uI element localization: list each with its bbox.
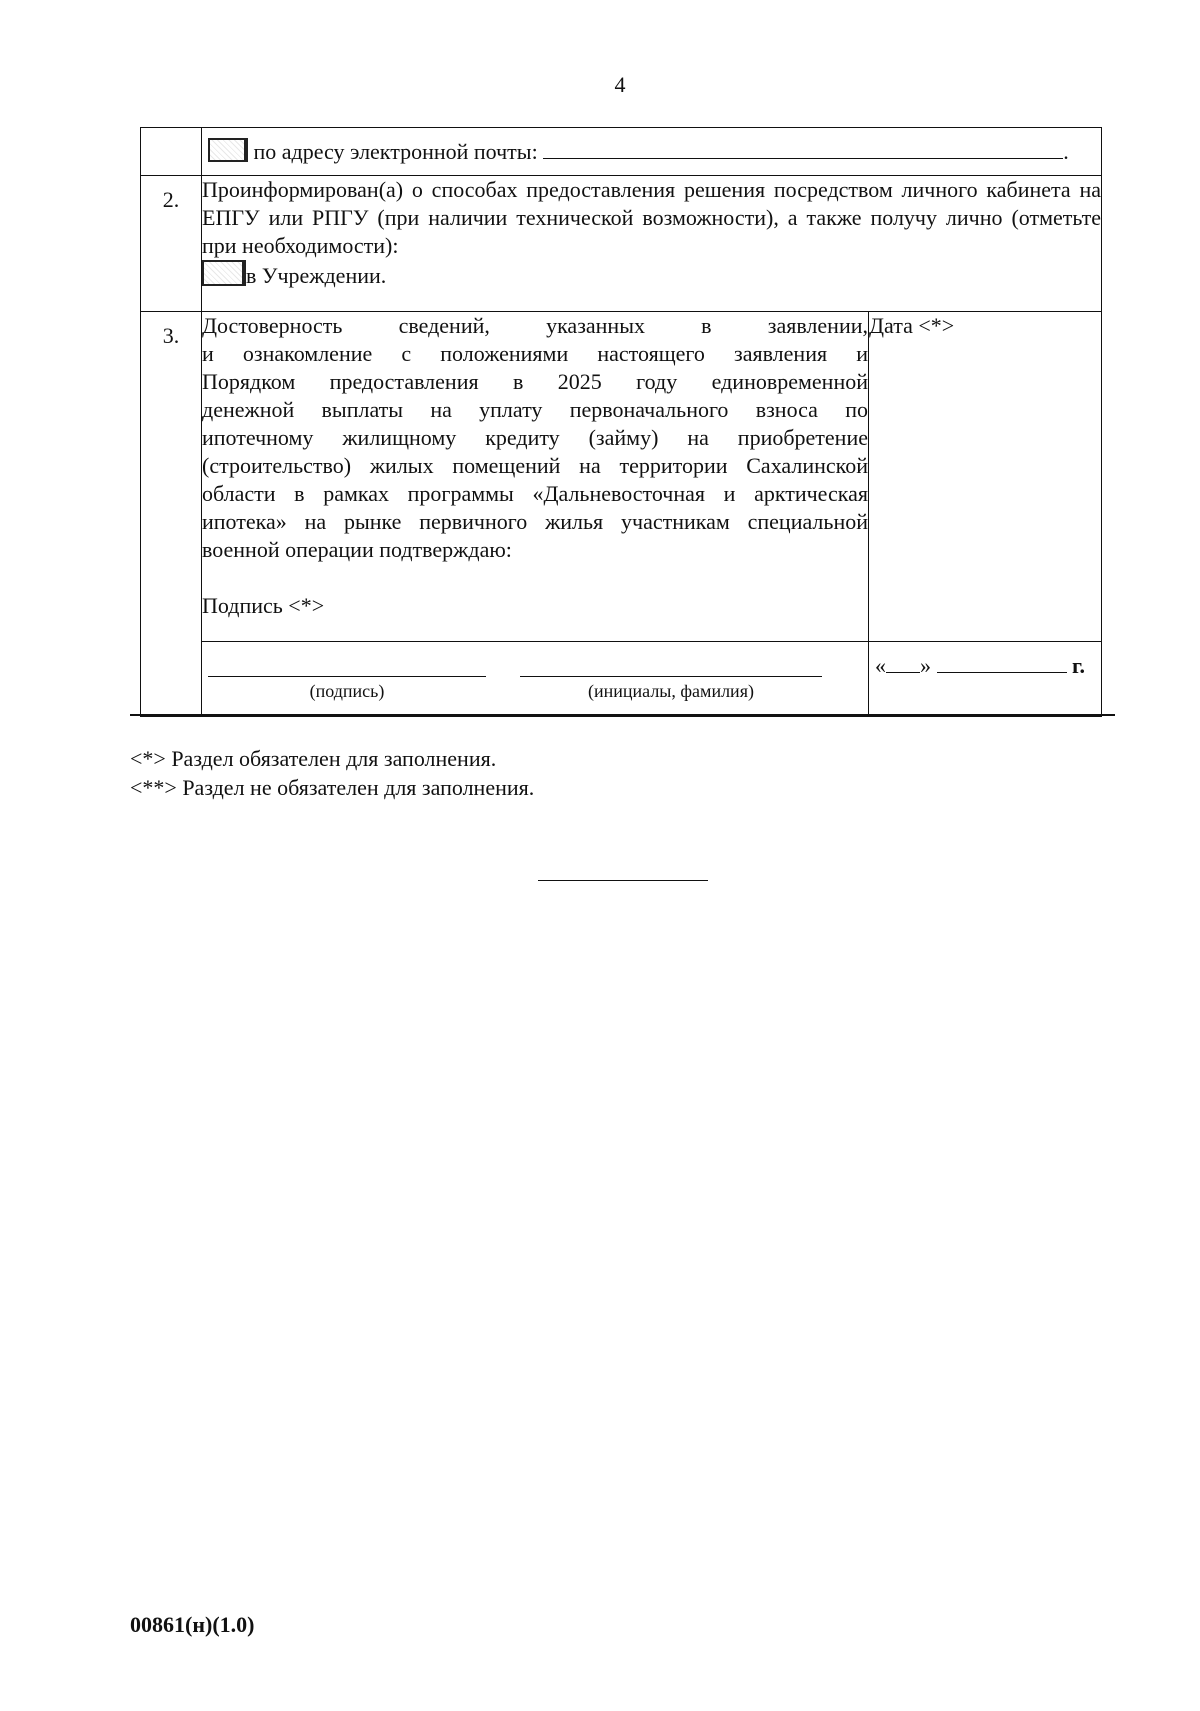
signature-label: Подпись <*> — [202, 592, 325, 618]
application-form-table — [140, 127, 1102, 717]
confirmation-row — [141, 311, 1102, 641]
footnote-optional: <**> Раздел не обязателен для заполнения. — [130, 775, 535, 800]
row-number-2: 2. — [141, 176, 202, 312]
name-caption: (инициалы, фамилия) — [588, 680, 754, 701]
in-person-label: в Учреждении. — [246, 263, 387, 289]
empty-number-cell — [141, 128, 202, 176]
date-fields-cell — [869, 641, 1102, 716]
email-input-line[interactable] — [543, 138, 1063, 159]
notification-row — [141, 176, 1102, 312]
confirmation-line-8: ипотека» на рынке первичного жилья участникам специальной — [202, 508, 868, 534]
end-divider — [538, 880, 708, 881]
notification-text: Проинформирован(а) о способах предоставления решения посредством личного кабинета на ЕПГУ или РПГУ (при наличии технической возможности), а также получу лично (отметьте при необходимости): — [202, 177, 1101, 259]
date-open-quote: « — [875, 652, 886, 678]
year-suffix: г. — [1072, 652, 1086, 678]
row-number-3: 3. — [141, 311, 202, 716]
signature-caption: (подпись) — [309, 680, 385, 701]
name-input-line[interactable] — [520, 648, 822, 677]
signature-field — [208, 648, 486, 705]
email-end-dot: . — [1063, 139, 1069, 164]
document-code: 00861(н)(1.0) — [130, 1612, 255, 1637]
signature-input-line[interactable] — [208, 648, 486, 677]
confirmation-line-3: Порядком предоставления в 2025 году единовременной — [202, 368, 868, 394]
confirmation-line-2: и ознакомление с положениями настоящего заявления и — [202, 340, 868, 366]
confirmation-cell — [202, 311, 869, 641]
email-cell — [202, 128, 1102, 176]
footnote-required: <*> Раздел обязателен для заполнения. — [130, 746, 497, 771]
email-row — [141, 128, 1102, 176]
email-label: по адресу электронной почты: — [253, 139, 538, 164]
in-person-option — [202, 260, 1101, 290]
date-close-quote: » — [920, 652, 931, 678]
email-checkbox[interactable] — [208, 138, 248, 162]
signature-row — [141, 641, 1102, 716]
confirmation-line-6: (строительство) жилых помещений на территории Сахалинской — [202, 452, 868, 478]
confirmation-line-1: Достоверность сведений, указанных в заявлении, — [202, 312, 868, 338]
date-day-line[interactable] — [886, 652, 920, 673]
date-cell — [869, 311, 1102, 641]
confirmation-line-5: ипотечному жилищному кредиту (займу) на приобретение — [202, 424, 868, 450]
confirmation-line-9: военной операции подтверждаю: — [202, 536, 512, 562]
name-field — [520, 648, 822, 705]
table-bottom-rule — [130, 714, 1115, 716]
date-month-line[interactable] — [937, 652, 1067, 673]
signature-fields-cell — [202, 641, 869, 716]
date-label: Дата <*> — [869, 312, 955, 338]
confirmation-line-7: области в рамках программы «Дальневосточная и арктическая — [202, 480, 868, 506]
page-number: 4 — [614, 72, 626, 97]
in-person-checkbox[interactable] — [202, 260, 246, 286]
notification-cell — [202, 176, 1102, 312]
confirmation-line-4: денежной выплаты на уплату первоначального взноса по — [202, 396, 868, 422]
